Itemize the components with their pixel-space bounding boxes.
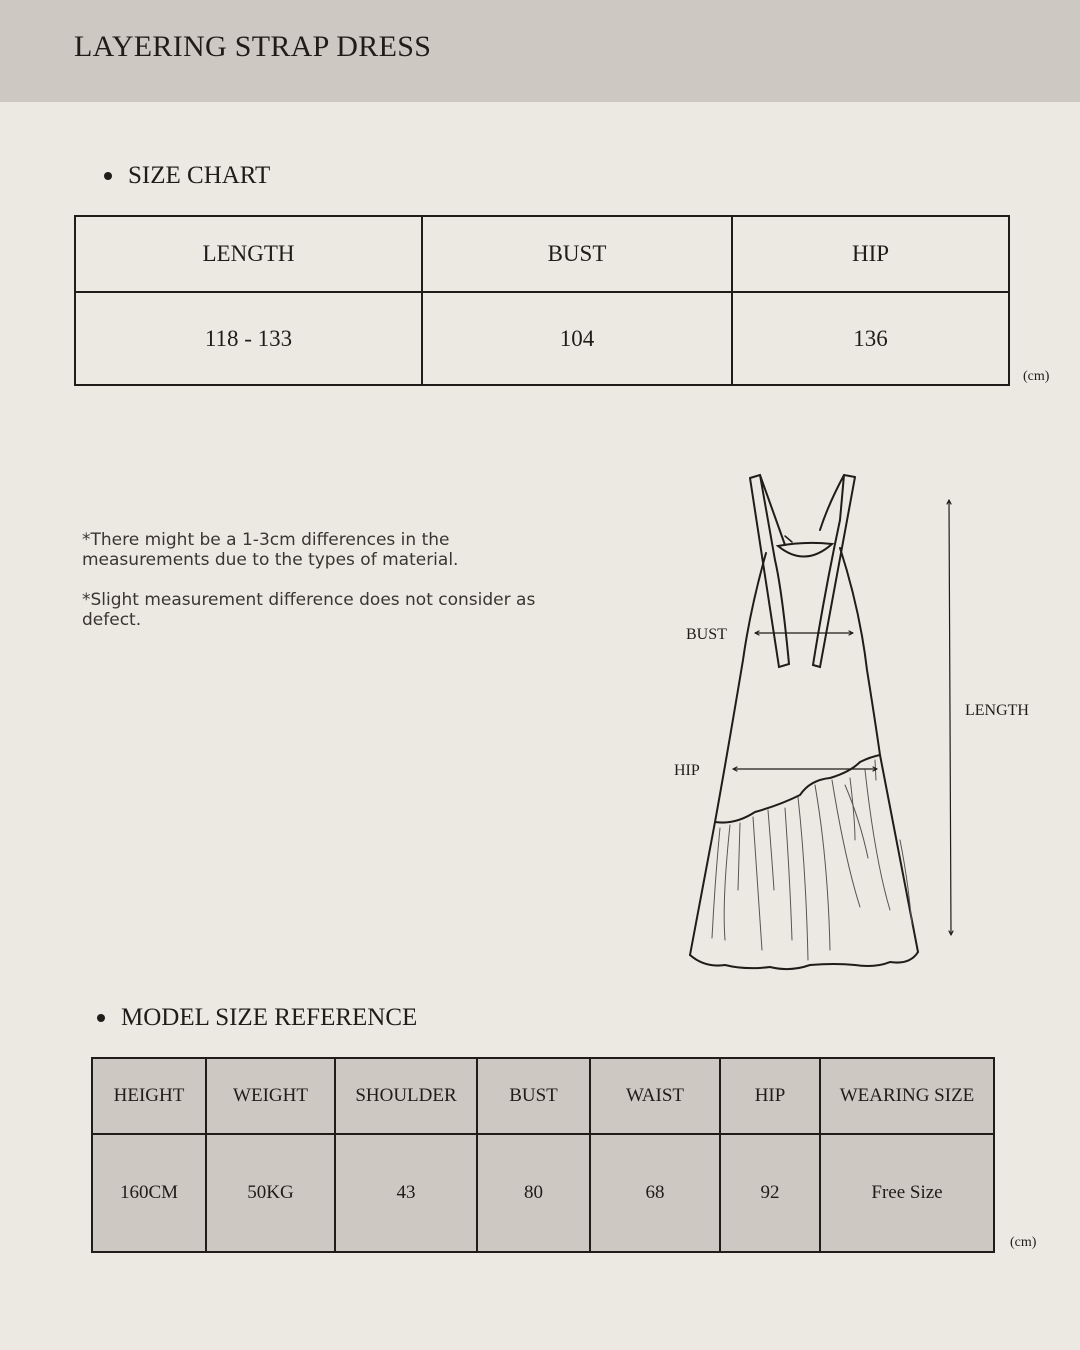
size-chart-unit: (cm): [1023, 369, 1050, 384]
model-reference-heading-text: MODEL SIZE REFERENCE: [121, 1004, 418, 1031]
cell-bust: 104: [422, 292, 732, 385]
col-header-hip: HIP: [720, 1058, 820, 1134]
size-chart-heading: [104, 162, 270, 190]
table-header-row: [75, 216, 1009, 292]
cell-bust: 80: [477, 1134, 590, 1252]
dress-diagram: [660, 460, 1060, 990]
cell-length: 118 - 133: [75, 292, 422, 385]
cell-height: 160CM: [92, 1134, 206, 1252]
col-header-weight: WEIGHT: [206, 1058, 335, 1134]
cell-waist: 68: [590, 1134, 720, 1252]
col-header-height: HEIGHT: [92, 1058, 206, 1134]
table-row: [75, 292, 1009, 385]
col-header-bust: BUST: [422, 216, 732, 292]
col-header-hip: HIP: [732, 216, 1009, 292]
note-1: *There might be a 1-3cm differences in the measurements due to the types of material.: [82, 530, 459, 570]
col-header-waist: WAIST: [590, 1058, 720, 1134]
table-row: [92, 1134, 994, 1252]
diagram-label-bust: BUST: [686, 626, 727, 643]
cell-wearing-size: Free Size: [820, 1134, 994, 1252]
cell-shoulder: 43: [335, 1134, 477, 1252]
cell-hip: 92: [720, 1134, 820, 1252]
cell-hip: 136: [732, 292, 1009, 385]
col-header-bust: BUST: [477, 1058, 590, 1134]
cell-weight: 50KG: [206, 1134, 335, 1252]
diagram-label-length: LENGTH: [965, 702, 1029, 719]
col-header-wearing-size: WEARING SIZE: [820, 1058, 994, 1134]
bullet-icon: [97, 1014, 105, 1022]
table-header-row: [92, 1058, 994, 1134]
page-title: LAYERING STRAP DRESS: [74, 30, 432, 63]
model-reference-heading: [97, 1004, 417, 1032]
col-header-length: LENGTH: [75, 216, 422, 292]
header-bar: [0, 0, 1080, 102]
model-reference-unit: (cm): [1010, 1235, 1037, 1250]
bullet-icon: [104, 172, 112, 180]
diagram-label-hip: HIP: [674, 762, 700, 779]
note-2: *Slight measurement difference does not consider as defect.: [82, 590, 536, 630]
size-chart-heading-text: SIZE CHART: [128, 162, 271, 189]
col-header-shoulder: SHOULDER: [335, 1058, 477, 1134]
measurement-notes: [82, 530, 552, 650]
size-chart-table: [74, 215, 1010, 386]
model-size-table: [91, 1057, 995, 1253]
